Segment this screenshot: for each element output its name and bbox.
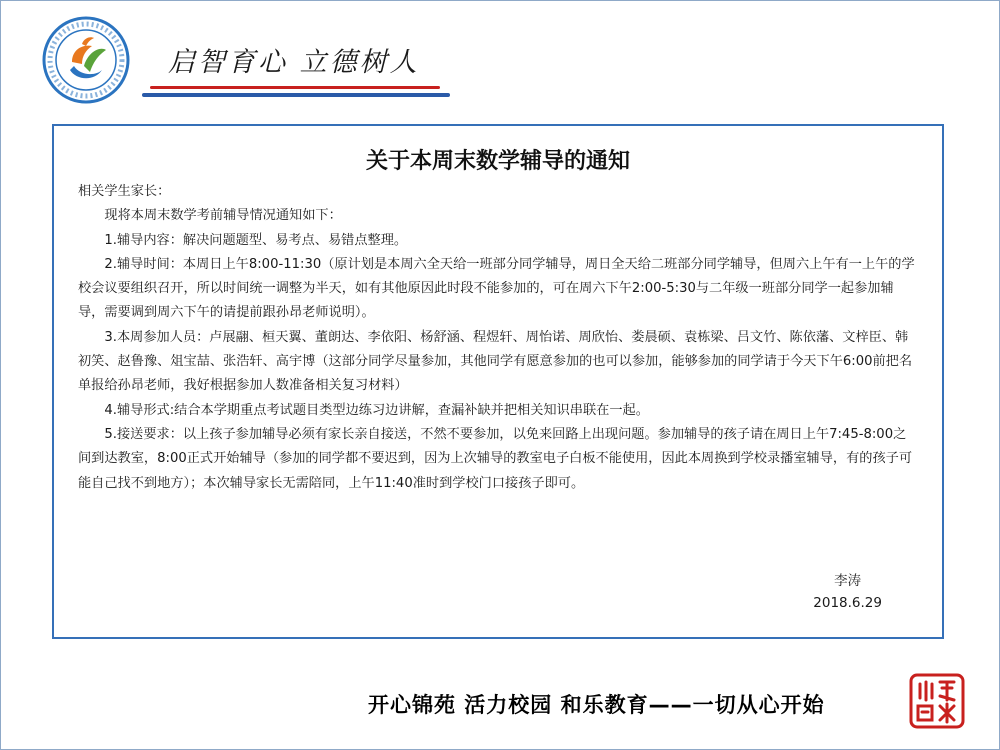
school-logo-icon — [42, 16, 130, 104]
notice-salutation: 相关学生家长： — [78, 184, 171, 199]
notice-date: 2018.6.29 — [813, 595, 882, 611]
motto-underline-red — [150, 86, 440, 89]
notice-intro: 现将本周末数学考前辅导情况通知如下： — [104, 208, 342, 224]
footer-slogan: 开心锦苑 活力校园 和乐教育——一切从心开始 — [368, 693, 825, 717]
notice-signature-block — [813, 570, 882, 614]
notice-item-participants: 3.本周参加人员：卢展翮、桓天翼、董朗达、李依阳、杨舒涵、程煜轩、周怡诺、周欣怡、娄晨硕、袁栋梁、吕文竹、陈依藩、文梓臣、韩初笑、赵鲁豫、俎宝喆、张浩轩、高宇博（这部分同学尽量参加，其他同学有愿意参加的也可以参加，能够参加的同学请于今天下午6:00前把名单报给孙昂老师，我好根据参加人数准备相关复习材料） — [78, 329, 913, 394]
notice-item-format: 4.辅导形式:结合本学期重点考试题目类型边练习边讲解，查漏补缺并把相关知识串联在一起。 — [104, 402, 649, 418]
notice-item-content: 1.辅导内容：解决问题题型、易考点、易错点整理。 — [104, 232, 408, 248]
notice-item-pickup: 5.接送要求：以上孩子参加辅导必须有家长亲自接送，不然不要参加，以免来回路上出现问题。参加辅导的孩子请在周日上午7:45-8:00之间到达教室，8:00正式开始辅导（参加的同学都不要迟到，因为上次辅导的教室电子白板不能使用，因此本周换到学校录播室辅导，有的孩子可能自己找不到地方）；本次辅导家长无需陪同，上午11:40准时到学校门口接孩子即可。 — [78, 426, 913, 491]
notice-title: 关于本周末数学辅导的通知 — [365, 148, 630, 174]
notice-item-time: 2.辅导时间：本周日上午8:00-11:30（原计划是本周六全天给一班部分同学辅导，周日全天给二班部分同学辅导，但周六上午有一上午的学校会议要组织召开，所以时间统一调整为半天，如有其他原因此时段不能参加的，可在周六下午2:00-5:30与二年级一班部分同学一起参加辅导，需要调到周六下午的请提前跟孙昂老师说明）。 — [78, 256, 915, 321]
red-seal-icon — [908, 672, 966, 730]
notice-box — [52, 124, 944, 639]
notice-content — [78, 180, 918, 496]
notice-signature: 李涛 — [834, 573, 862, 589]
school-motto: 启智育心 立德树人 — [168, 47, 420, 78]
motto-underline-blue — [142, 93, 450, 97]
